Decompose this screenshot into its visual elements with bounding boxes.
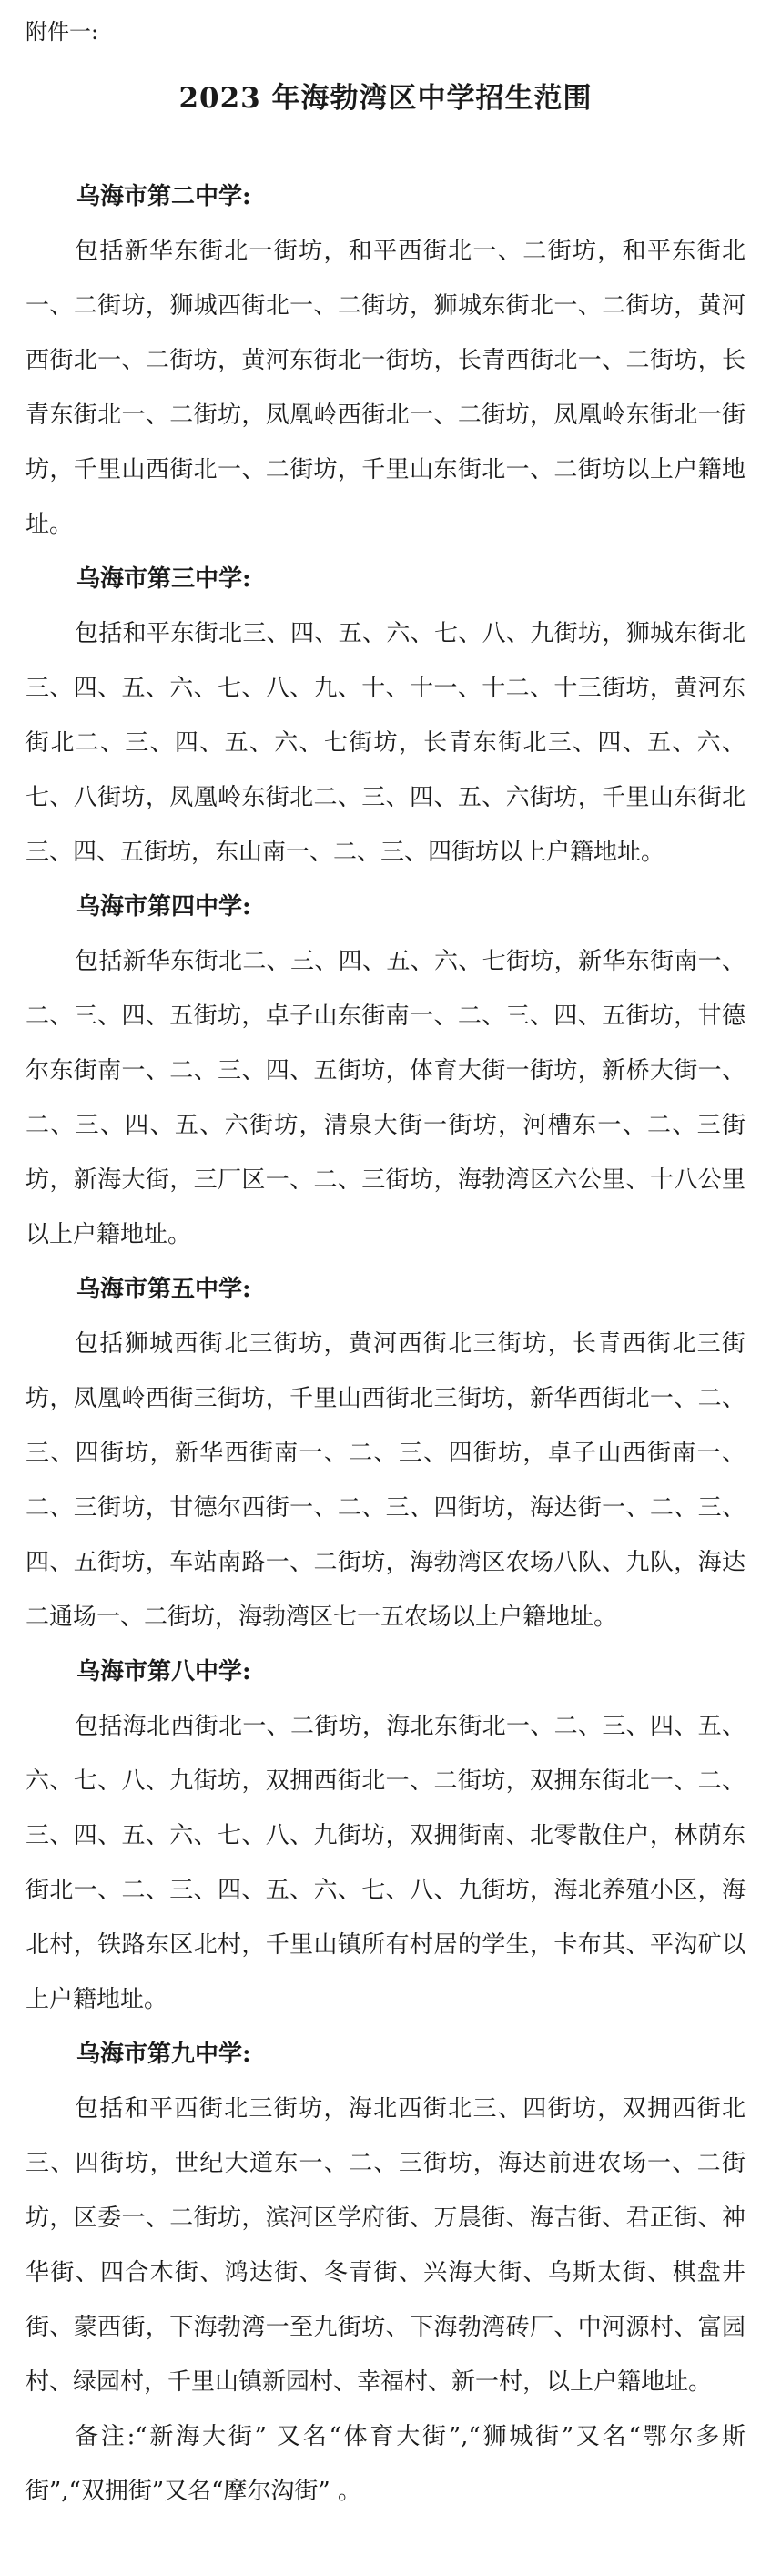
school-range-text: 包括新华东街北二、三、四、五、六、七街坊，新华东街南一、二、三、四、五街坊，卓子山东街南一、二、三、四、五街坊，甘德尔东街南一、二、三、四、五街坊，体育大街一街坊，新桥大街一、二、三、四、五、六街坊，清泉大街一街坊，河槽东一、二、三街坊，新海大街，三厂区一、二、三街坊，海勃湾区六公里、十八公里以上户籍地址。 (25, 948, 746, 1248)
school-name: 乌海市第九中学: (76, 2041, 251, 2068)
school-range-text: 包括新华东街北一街坊，和平西街北一、二街坊，和平东街北一、二街坊，狮城西街北一、二街坊，狮城东街北一、二街坊，黄河西街北一、二街坊，黄河东街北一街坊，长青西街北一、二街坊，长青东街北一、二街坊，凤凰岭西街北一、二街坊，凤凰岭东街北一街坊，千里山西街北一、二街坊，千里山东街北一、二街坊以上户籍地址。 (25, 238, 746, 538)
school-section-3 (25, 552, 746, 880)
school-range-text: 包括和平西街北三街坊，海北西街北三、四街坊，双拥西街北三、四街坊，世纪大道东一、二、三街坊，海达前进农场一、二街坊，区委一、二街坊，滨河区学府街、万晨街、海吉街、君正街、神华街、四合木街、鸿达街、冬青街、兴海大街、乌斯太街、棋盘井街、蒙西街，下海勃湾一至九街坊、下海勃湾砖厂、中河源村、富园村、绿园村，千里山镇新园村、幸福村、新一村，以上户籍地址。 (25, 2095, 746, 2396)
school-section-5 (25, 1262, 746, 1644)
attachment-label: 附件一: (25, 19, 99, 45)
school-range-text: 包括海北西街北一、二街坊，海北东街北一、二、三、四、五、六、七、八、九街坊，双拥西街北一、二街坊，双拥东街北一、二、三、四、五、六、七、八、九街坊，双拥街南、北零散住户，林荫东街北一、二、三、四、五、六、七、八、九街坊，海北养殖小区，海北村，铁路东区北村，千里山镇所有村居的学生，卡布其、平沟矿以上户籍地址。 (25, 1713, 746, 2013)
school-section-4 (25, 880, 746, 1262)
school-section-9 (25, 2027, 746, 2409)
school-name: 乌海市第四中学: (76, 893, 251, 921)
remark-note: 备注:“新海大街” 又名“体育大街”,“狮城街”又名“鄂尔多斯街”,“双拥街”又名“摩尔沟街” 。 (25, 2423, 746, 2505)
school-section-8 (25, 1644, 746, 2027)
school-range-text: 包括和平东街北三、四、五、六、七、八、九街坊，狮城东街北三、四、五、六、七、八、九、十、十一、十二、十三街坊，黄河东街北二、三、四、五、六、七街坊，长青东街北三、四、五、六、七、八街坊，凤凰岭东街北二、三、四、五、六街坊，千里山东街北三、四、五街坊，东山南一、二、三、四街坊以上户籍地址。 (25, 620, 746, 866)
school-range-text: 包括狮城西街北三街坊，黄河西街北三街坊，长青西街北三街坊，凤凰岭西街三街坊，千里山西街北三街坊，新华西街北一、二、三、四街坊，新华西街南一、二、三、四街坊，卓子山西街南一、二、三街坊，甘德尔西街一、二、三、四街坊，海达街一、二、三、四、五街坊，车站南路一、二街坊，海勃湾区农场八队、九队，海达二通场一、二街坊，海勃湾区七一五农场以上户籍地址。 (25, 1330, 746, 1631)
school-name: 乌海市第五中学: (76, 1276, 251, 1303)
school-name: 乌海市第二中学: (76, 183, 251, 210)
page-title: 2023 年海勃湾区中学招生范围 (178, 82, 593, 115)
school-section-2 (25, 169, 746, 552)
school-name: 乌海市第八中学: (76, 1658, 251, 1685)
school-name: 乌海市第三中学: (76, 565, 251, 593)
